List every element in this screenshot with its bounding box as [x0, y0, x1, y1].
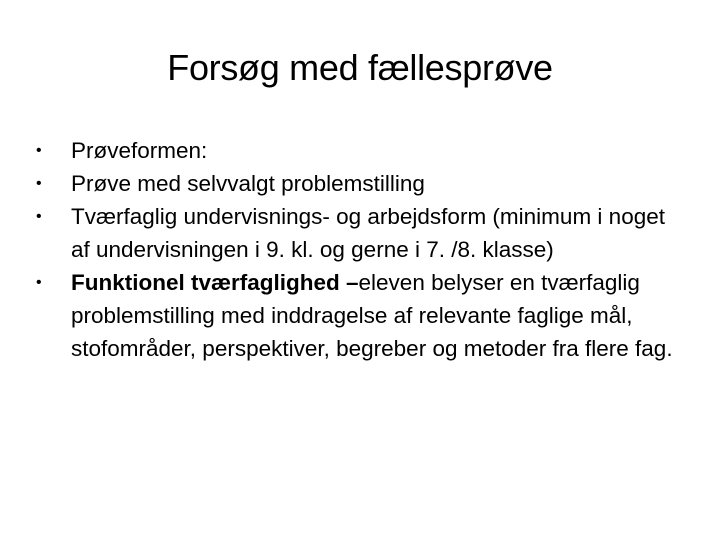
bullet-icon: • [36, 142, 42, 159]
bullet-text: Prøve med selvvalgt problemstilling [71, 171, 425, 196]
bullet-item-funktionel [36, 266, 686, 365]
slide-title: Forsøg med fællesprøve [167, 47, 553, 88]
bullet-icon: • [36, 274, 42, 291]
bullet-text: Prøveformen: [71, 138, 208, 163]
bullet-icon: • [36, 175, 42, 192]
bullet-item-proveformen [36, 134, 686, 167]
bullet-item-selvvalgt [36, 167, 686, 200]
bullet-list [36, 134, 686, 365]
bullet-bold-text: Funktionel tværfaglighed – [71, 270, 359, 295]
bullet-text: eleven belyser en tværfaglig problemstilling med inddragelse af relevante faglige mål, stofområder, perspektiver, begreber og metoder fra flere fag. [71, 270, 673, 361]
bullet-item-tvaerfaglig [36, 200, 686, 266]
bullet-text: Tværfaglig undervisnings- og arbejdsform (minimum i noget af undervisningen i 9. kl. og gerne i 7. /8. klasse) [71, 204, 665, 262]
bullet-icon: • [36, 208, 42, 225]
